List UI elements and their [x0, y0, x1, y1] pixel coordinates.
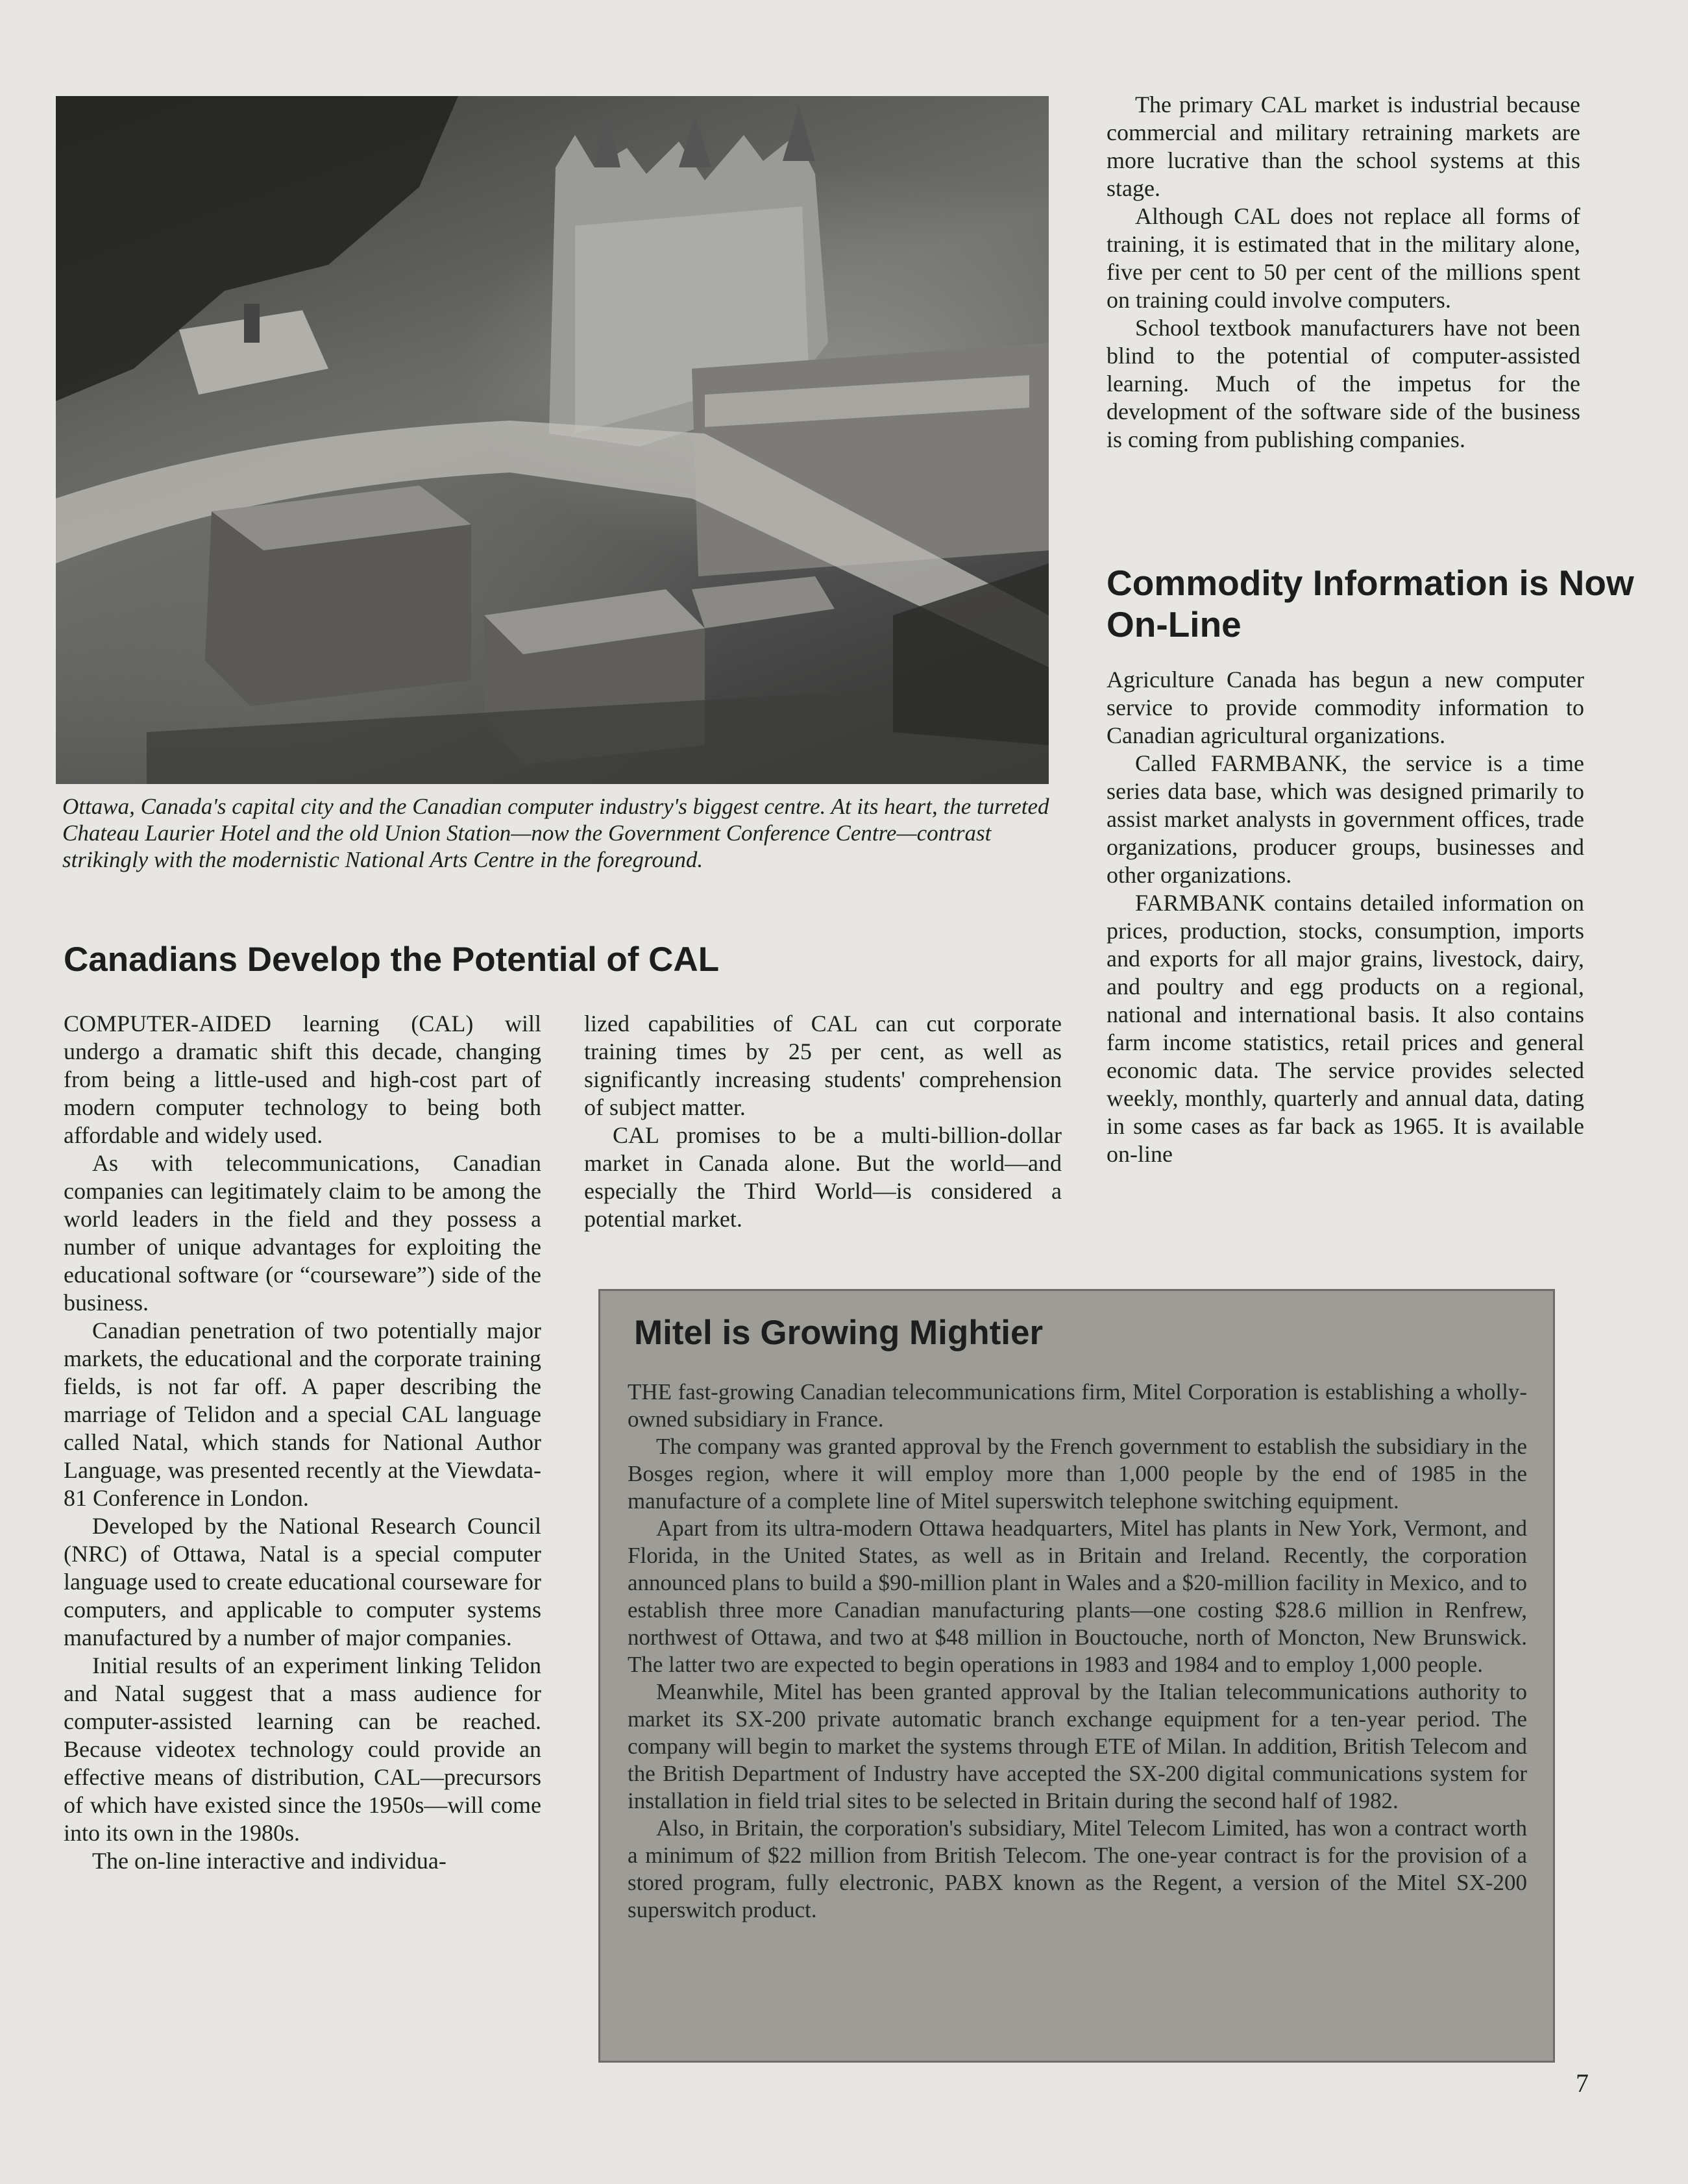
photo-illustration	[56, 96, 1049, 784]
paragraph: The company was granted approval by the French government to establish the subsidiary in the Bosges region, where it will employ more than 1,000 people by the end of 1985 in the manufacture of a complete line of Mitel superswitch telephone switching equipment.	[628, 1434, 1527, 1514]
paragraph: COMPUTER-AIDED learning (CAL) will undergo a dramatic shift this decade, changing from being a little-used and high-cost part of modern computer technology to being both affordable and widely used.	[64, 1011, 541, 1148]
photo-caption: Ottawa, Canada's capital city and the Canadian computer industry's biggest centre. At its heart, the turreted Chateau Laurier Hotel and the old Union Station—now the Government Conference Centre—contrast strikingly with the modernistic National Arts Centre in the foreground.	[62, 794, 1049, 872]
paragraph: School textbook manufacturers have not been blind to the potential of computer-assisted learning. Much of the impetus for the development of the software side of the business is coming from publishing companies.	[1107, 315, 1580, 452]
paragraph: Developed by the National Research Council (NRC) of Ottawa, Natal is a special computer language used to create educational courseware for computers, and applicable to computer systems manufactured by a number of major companies.	[64, 1513, 541, 1650]
paragraph: Meanwhile, Mitel has been granted approval by the Italian telecommunications authority to market its SX-200 private automatic branch exchange equipment for a ten-year period. The company will begin to market the systems through ETE of Milan. In addition, British Telecom and the British Department of Industry have accepted the SX-200 digital communications system for installation in field trial sites to be selected in Britain during the second half of 1982.	[628, 1679, 1527, 1813]
paragraph: Agriculture Canada has begun a new computer service to provide commodity information to Canadian agricultural organizations.	[1107, 667, 1584, 748]
article-cal-column-3	[1107, 91, 1580, 454]
paragraph: lized capabilities of CAL can cut corporate training times by 25 per cent, as well as significantly increasing students' comprehension of subject matter.	[584, 1011, 1062, 1120]
paragraph: THE fast-growing Canadian telecommunications firm, Mitel Corporation is establishing a wholly-owned subsidiary in France.	[628, 1379, 1527, 1432]
paragraph: The on-line interactive and individua-	[92, 1848, 446, 1874]
article-commodity-body	[1107, 666, 1584, 1168]
article-cal-column-2	[584, 1010, 1062, 1233]
article-heading-cal: Canadians Develop the Potential of CAL	[64, 940, 720, 979]
paragraph: FARMBANK contains detailed information on prices, production, stocks, consumption, imports and exports for all major grains, livestock, dairy, and poultry and egg products on a regional, national and international basis. It also contains farm income statistics, retail prices and general economic data. The service provides selected weekly, monthly, quarterly and annual data, dating in some cases as far back as 1965. It is available on-line	[1107, 890, 1584, 1167]
mitel-sidebar-box	[598, 1289, 1555, 2063]
article-mitel-body	[628, 1379, 1527, 1924]
paragraph: The primary CAL market is industrial because commercial and military retraining markets are more lucrative than the school systems at this stage.	[1107, 92, 1580, 201]
paragraph: Initial results of an experiment linking Telidon and Natal suggest that a mass audience for computer-assisted learning can be reached. Because videotex technology could provide an effective means of distribution, CAL—precursors of which have existed since the 1950s—will come into its own in the 1980s.	[64, 1652, 541, 1846]
paragraph: Apart from its ultra-modern Ottawa headquarters, Mitel has plants in New York, Vermont, and Florida, in the United States, as well as in Britain and Ireland. Recently, the corporation announced plans to build a $90-million plant in Wales and a $20-million facility in Mexico, and to establish three more Canadian manufacturing plants—one costing $28.6 million in Renfrew, northwest of Ottawa, and two at $48 million in Bouctouche, north of Moncton, New Brunswick. The latter two are expected to begin operations in 1983 and 1984 and to employ 1,000 people.	[628, 1515, 1527, 1677]
paragraph: As with telecommunications, Canadian companies can legitimately claim to be among the world leaders in the field and they possess a number of unique advantages for exploiting the educational software (or “courseware”) side of the business.	[64, 1150, 541, 1316]
paragraph: Also, in Britain, the corporation's subsidiary, Mitel Telecom Limited, has won a contract worth a minimum of $22 million from British Telecom. The one-year contract is for the provision of a stored program, fully electronic, PABX known as the Regent, a version of the Mitel SX-200 superswitch product.	[628, 1815, 1527, 1922]
paragraph: CAL promises to be a multi-billion-dollar market in Canada alone. But the world—and especially the Third World—is considered a potential market.	[584, 1122, 1062, 1232]
page-number: 7	[1576, 2068, 1589, 2098]
ottawa-aerial-photo	[56, 96, 1049, 784]
paragraph: Although CAL does not replace all forms of training, it is estimated that in the military alone, five per cent to 50 per cent of the millions spent on training could involve computers.	[1107, 203, 1580, 313]
paragraph: Canadian penetration of two potentially major markets, the educational and the corporate training fields, is not far off. A paper describing the marriage of Telidon and a special CAL language called Natal, which stands for National Author Language, was presented recently at the Viewdata-81 Conference in London.	[64, 1318, 541, 1511]
article-cal-column-1	[64, 1010, 541, 1875]
article-heading-commodity: Commodity Information is Now On-Line	[1107, 563, 1634, 644]
article-heading-mitel: Mitel is Growing Mightier	[634, 1314, 1044, 1352]
paragraph: Called FARMBANK, the service is a time series data base, which was designed primarily to assist market analysts in government offices, trade organizations, producer groups, businesses and other organizations.	[1107, 750, 1584, 888]
